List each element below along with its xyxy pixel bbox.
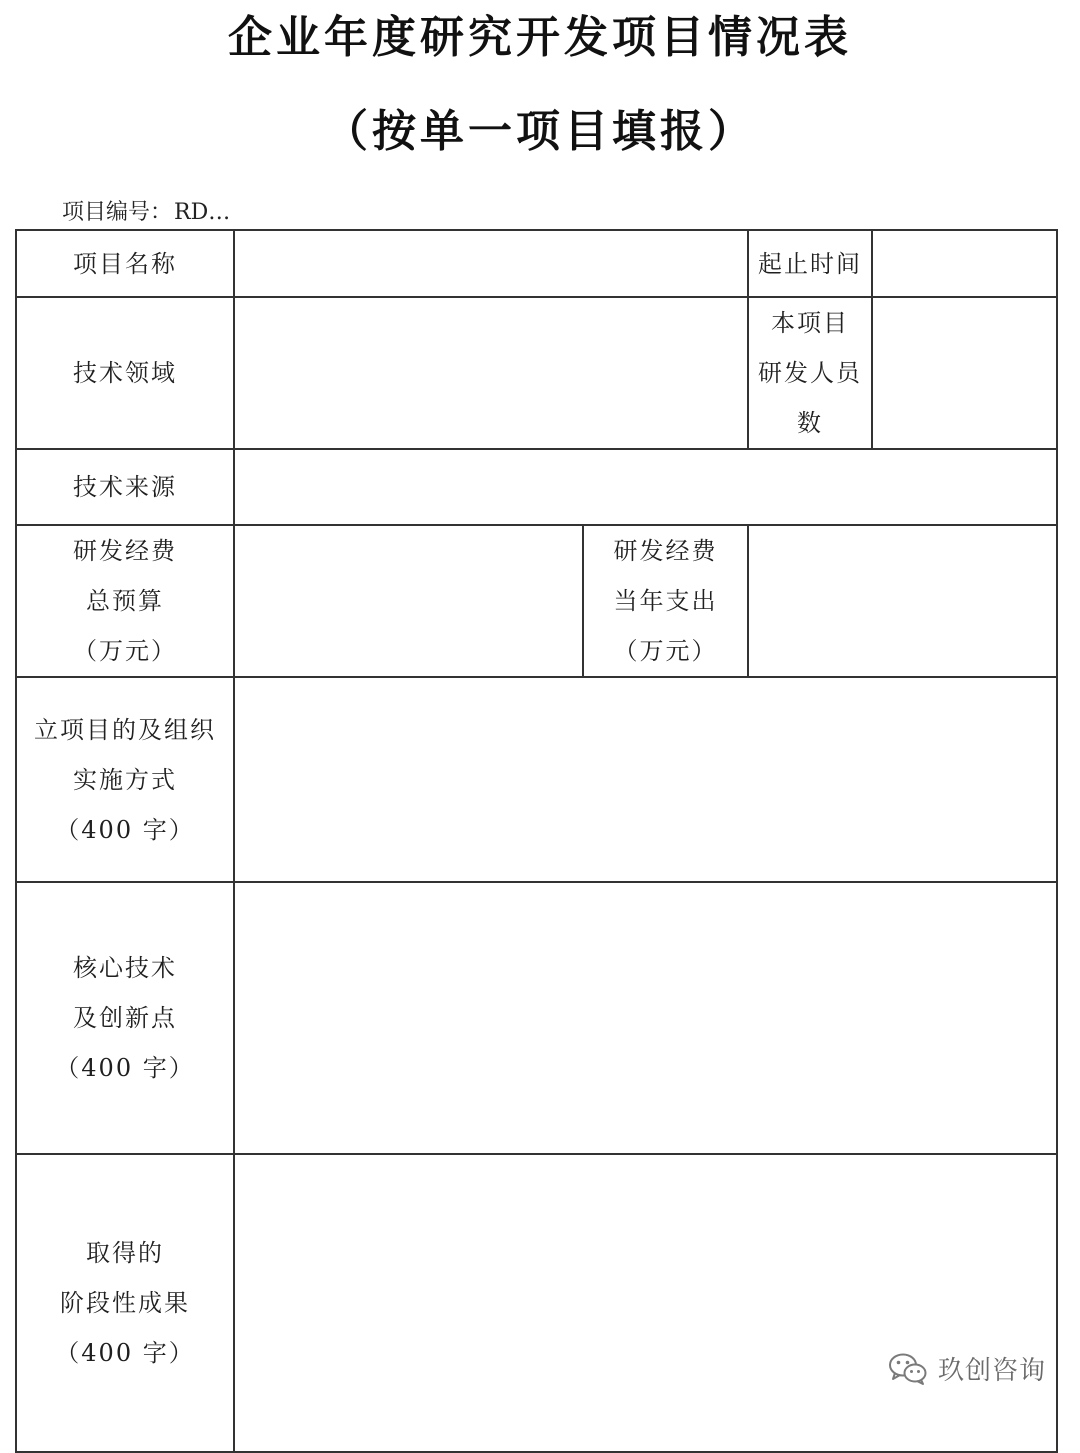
start-end-time-field[interactable] [872,230,1057,297]
document-title: 企业年度研究开发项目情况表 [228,12,852,63]
purpose-line3: （400 字） [55,815,195,844]
annual-expense-field[interactable] [748,525,1057,677]
total-budget-label [16,525,234,677]
core-tech-label [16,882,234,1154]
core-tech-line1: 核心技术 [73,954,177,982]
staff-count-label-line1: 本项目 [771,309,850,337]
tech-field-label: 技术领域 [16,297,234,449]
total-budget-line1: 研发经费 [73,537,177,565]
row-tech-field [16,297,1057,449]
core-tech-field[interactable] [234,882,1057,1154]
document-subtitle: （按单一项目填报） [324,106,756,157]
annual-expense-line3: （万元） [613,637,718,665]
results-label [16,1154,234,1452]
purpose-line1: 立项目的及组织 [34,715,216,744]
core-tech-line2: 及创新点 [73,1004,177,1032]
purpose-label [16,677,234,882]
results-line3: （400 字） [55,1339,195,1367]
row-project-name [16,230,1057,297]
tech-source-label: 技术来源 [16,449,234,525]
results-line1: 取得的 [86,1239,164,1267]
purpose-field[interactable] [234,677,1057,882]
project-number-label: 项目编号： [62,200,173,225]
annual-expense-line1: 研发经费 [613,537,718,565]
total-budget-field[interactable] [234,525,583,677]
results-line2: 阶段性成果 [60,1289,190,1317]
watermark-text: 玖创咨询 [937,1356,1046,1386]
watermark [888,1350,1046,1387]
purpose-line2: 实施方式 [73,765,177,794]
project-name-label: 项目名称 [16,230,234,297]
tech-source-field[interactable] [234,449,1057,525]
results-field[interactable] [234,1154,1057,1452]
total-budget-line3: （万元） [73,637,177,665]
row-budget [16,525,1057,677]
staff-count-label-line2: 研发人员数 [758,359,863,437]
start-end-time-label: 起止时间 [748,230,872,297]
annual-expense-label [583,525,748,677]
core-tech-line3: （400 字） [55,1054,195,1082]
row-tech-source [16,449,1057,525]
annual-expense-line2: 当年支出 [613,587,718,615]
project-number [62,198,230,228]
project-name-field[interactable] [234,230,748,297]
project-form-table [15,229,1058,1453]
total-budget-line2: 总预算 [86,587,164,615]
row-results [16,1154,1057,1452]
project-number-value: RD… [174,200,231,225]
staff-count-label [748,297,872,449]
tech-field-field[interactable] [234,297,748,449]
row-core-tech [16,882,1057,1154]
wechat-icon [888,1352,928,1386]
staff-count-field[interactable] [872,297,1057,449]
row-purpose [16,677,1057,882]
